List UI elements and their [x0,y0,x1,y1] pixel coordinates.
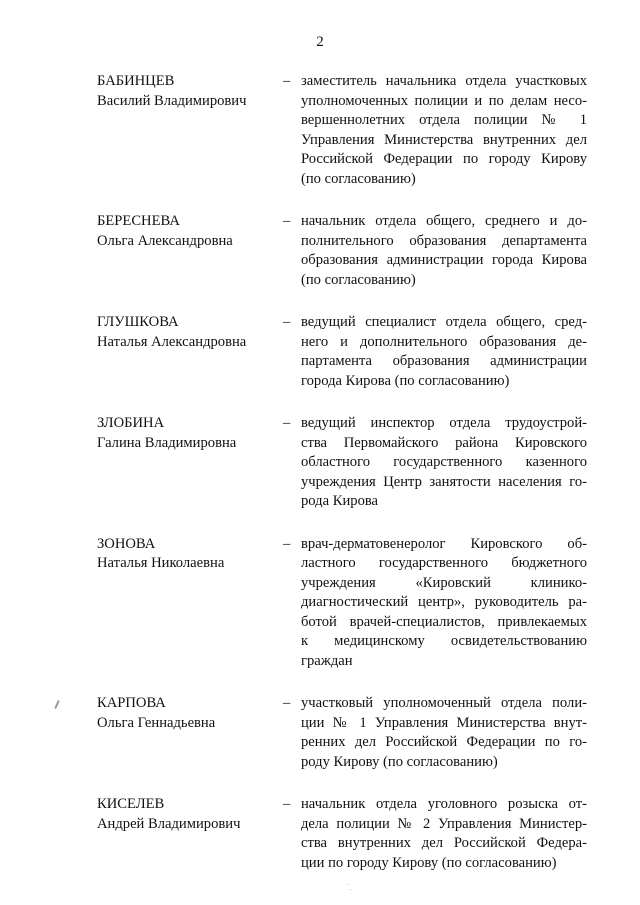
member-entry [97,535,587,672]
member-surname: ЗЛОБИНА [97,415,165,431]
position-line: учреждения «Кировский клинико- [301,574,587,591]
dash: – [283,73,291,89]
member-position [301,694,587,772]
member-given-name: Ольга Александровна [97,232,233,249]
position-line: образования администрации города Кирова [301,252,587,268]
member-surname: БАБИНЦЕВ [97,73,175,89]
dash: – [283,415,291,431]
position-line: граждан [301,652,353,669]
position-line: рода Кирова [301,493,379,509]
member-position [301,72,587,189]
member-entry [97,795,587,873]
members-list [97,72,587,873]
position-line: ства Первомайского района Кировского [301,434,587,451]
member-position [301,313,587,391]
member-surname: КИСЕЛЕВ [97,796,165,812]
dash: – [283,314,291,330]
member-name [97,212,283,290]
position-line: (по согласованию) [301,271,416,288]
position-line: областного государственного казенного [301,454,587,470]
member-name [97,414,283,512]
member-given-name: Василий Владимирович [97,92,247,109]
member-surname: ЗОНОВА [97,535,156,552]
position-line: ции по городу Кирову (по согласованию) [301,854,557,871]
member-entry [97,694,587,772]
position-line: заместитель начальника отдела участковых [301,73,587,89]
member-position [301,212,587,290]
scan-artifact [54,700,60,709]
member-given-name: Наталья Николаевна [97,555,225,571]
member-name [97,694,283,772]
member-entry [97,72,587,189]
position-line: роду Кирову (по согласованию) [301,753,498,770]
position-line: Российской Федерации по городу Кирову [301,151,587,167]
member-name [97,313,283,391]
member-given-name: Ольга Геннадьевна [97,714,216,731]
position-line: учреждения Центр занятости населения го- [301,473,587,490]
position-line: него и дополнительного образования де- [301,333,587,350]
member-entry [97,212,587,290]
scan-artifact [348,884,349,885]
member-surname: БЕРЕСНЕВА [97,213,180,229]
position-line: ции № 1 Управления Министерства внут- [301,714,587,731]
position-line: участковый уполномоченный отдела поли- [301,695,587,711]
member-surname: КАРПОВА [97,695,166,711]
position-line: (по согласованию) [301,170,416,187]
position-line: ластного государственного бюджетного [301,555,587,571]
position-line: врач-дерматовенеролог Кировского об- [301,535,587,552]
member-name [97,535,283,672]
scan-artifact [350,889,351,890]
member-position [301,535,587,672]
member-entry [97,313,587,391]
position-line: города Кирова (по согласованию) [301,372,510,389]
position-line: полнительного образования департамента [301,232,587,249]
position-line: дела полиции № 2 Управления Министер- [301,815,587,832]
position-line: ведущий специалист отдела общего, сред- [301,314,587,330]
member-given-name: Андрей Владимирович [97,815,241,832]
dash: – [283,695,291,711]
position-line: к медицинскому освидетельствованию [301,633,587,649]
member-name [97,795,283,873]
position-line: вершеннолетних отдела полиции № 1 [301,112,587,128]
position-line: ведущий инспектор отдела трудоустрой- [301,415,587,431]
member-name [97,72,283,189]
position-line: диагностический центр», руководитель ра- [301,594,587,610]
position-line: ства внутренних дел Российской Федера- [301,835,587,851]
position-line: Управления Министерства внутренних дел [301,131,587,148]
position-line: ботой врачей-специалистов, привлекаемых [301,613,587,630]
dash: – [283,796,291,812]
position-line: ренних дел Российской Федерации по го- [301,734,587,750]
member-given-name: Галина Владимировна [97,434,237,451]
page-number: 2 [316,34,324,50]
member-position [301,414,587,512]
position-line: начальник отдела общего, среднего и до- [301,213,587,229]
member-position [301,795,587,873]
member-given-name: Наталья Александровна [97,333,247,350]
dash: – [283,213,291,229]
position-line: начальник отдела уголовного розыска от- [301,796,587,812]
member-surname: ГЛУШКОВА [97,314,179,330]
dash: – [283,535,291,552]
position-line: уполномоченных полиции и по делам несо- [301,92,587,109]
position-line: партамента образования администрации [301,353,587,369]
member-entry [97,414,587,512]
